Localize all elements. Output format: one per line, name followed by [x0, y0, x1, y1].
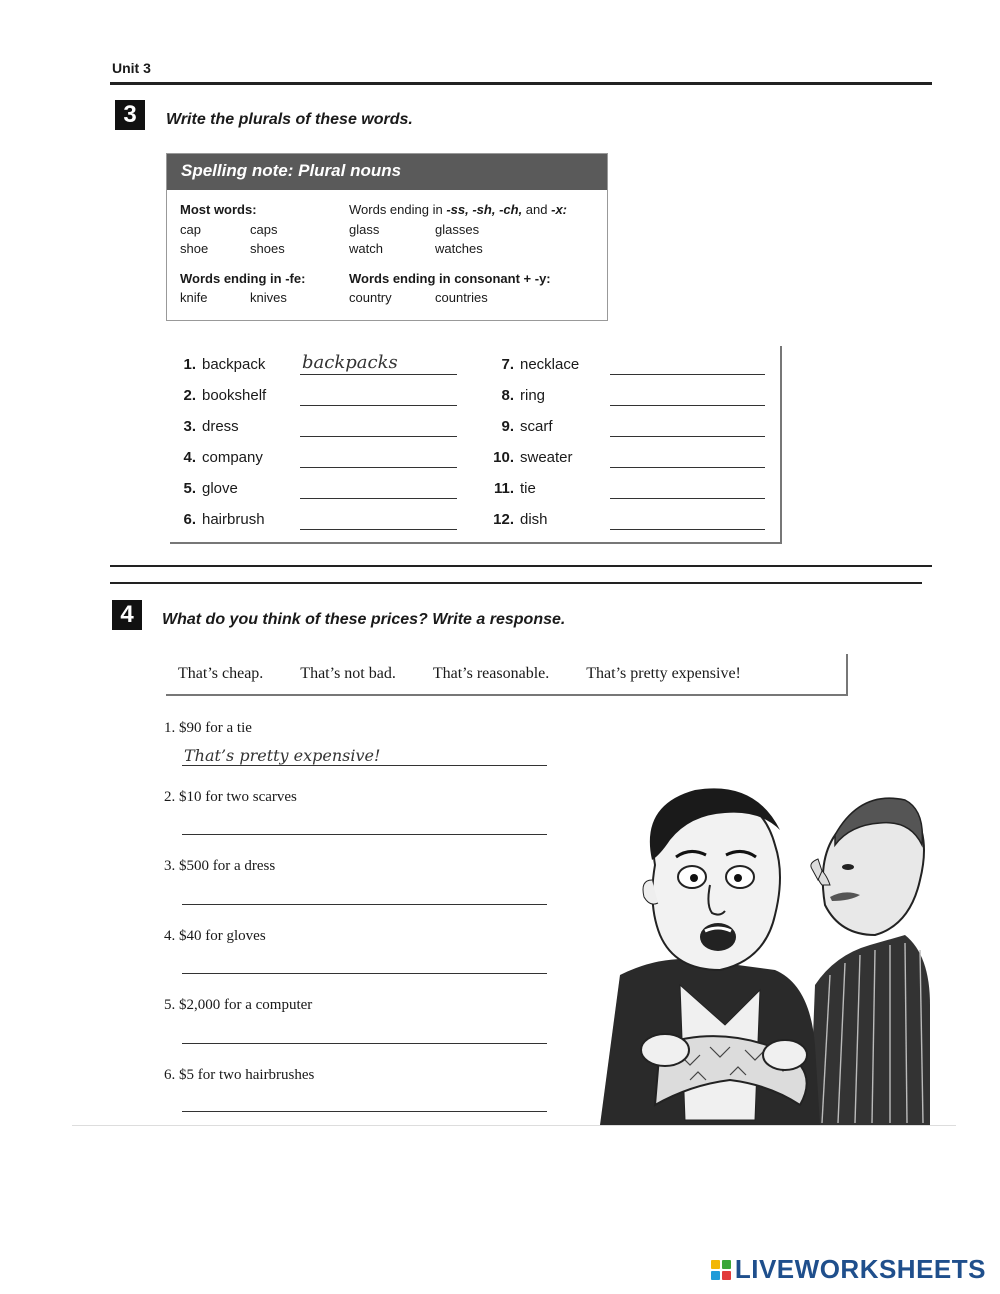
list-item: 10. sweater: [493, 449, 573, 466]
answer-line[interactable]: [300, 374, 457, 375]
answer-line[interactable]: [182, 1111, 547, 1112]
section-3-number: 3: [115, 100, 145, 130]
answer-line[interactable]: [610, 405, 765, 406]
response-options: [166, 654, 848, 696]
rule-label: Most words:: [180, 202, 257, 217]
section-3-instruction: Write the plurals of these words.: [166, 111, 413, 128]
rule-plural: glasses: [435, 222, 480, 237]
divider: [72, 1125, 956, 1126]
list-item: 3. dress: [183, 418, 239, 435]
response-option: That’s reasonable.: [432, 665, 550, 682]
rule-plural: watches: [435, 241, 483, 256]
list-item: 1. backpack: [183, 356, 266, 373]
spelling-note-title: Spelling note: Plural nouns: [167, 154, 607, 190]
answer-line[interactable]: [610, 436, 765, 437]
list-item: 7. necklace: [501, 356, 580, 373]
answer-line[interactable]: [300, 436, 457, 437]
rule-word: watch: [349, 241, 383, 256]
rule-word: knife: [180, 290, 208, 305]
rule-word: country: [349, 290, 392, 305]
rule-word: cap: [180, 222, 201, 237]
question: 6. $5 for two hairbrushes: [164, 1067, 315, 1083]
answer-line[interactable]: [610, 529, 765, 530]
liveworksheets-logo[interactable]: [711, 1254, 986, 1285]
section-4-number: 4: [112, 600, 142, 630]
list-item: 5. glove: [183, 480, 238, 497]
question: 1. $90 for a tie: [164, 720, 252, 736]
answer-line[interactable]: [182, 765, 547, 766]
rule-plural: countries: [435, 290, 488, 305]
answer-line[interactable]: [300, 405, 457, 406]
answer-line[interactable]: [182, 1043, 547, 1044]
divider: [110, 82, 932, 85]
answer-example: That’s pretty expensive!: [184, 746, 381, 765]
question: 5. $2,000 for a computer: [164, 997, 313, 1013]
question: 4. $40 for gloves: [164, 928, 266, 944]
rule-label: Words ending in -fe:: [180, 271, 306, 286]
answer-line[interactable]: [610, 467, 765, 468]
answer-line[interactable]: [300, 529, 457, 530]
response-option: That’s pretty expensive!: [586, 665, 741, 682]
logo-text: LIVEWORKSHEETS: [734, 1254, 986, 1284]
divider: [110, 582, 922, 584]
section-4-instruction: What do you think of these prices? Write a response.: [162, 611, 566, 628]
list-item: 8. ring: [501, 387, 546, 404]
response-option: That’s not bad.: [300, 665, 396, 682]
plurals-exercise: [170, 346, 782, 544]
rule-plural: knives: [250, 290, 287, 305]
answer-line[interactable]: [300, 498, 457, 499]
answer-line[interactable]: [610, 498, 765, 499]
question: 2. $10 for two scarves: [164, 789, 297, 805]
spelling-note: [166, 153, 608, 321]
list-item: 12. dish: [493, 511, 548, 528]
answer-line[interactable]: [610, 374, 765, 375]
rule-word: glass: [349, 222, 380, 237]
answer-example: backpacks: [302, 352, 398, 373]
rule-plural: shoes: [250, 241, 285, 256]
rule-word: shoe: [180, 241, 209, 256]
rule-label: Words ending in -ss, -sh, -ch, and -x:: [349, 202, 567, 217]
answer-line[interactable]: [182, 904, 547, 905]
answer-line[interactable]: [182, 834, 547, 835]
answer-line[interactable]: [182, 973, 547, 974]
rule-plural: caps: [250, 222, 278, 237]
list-item: 4. company: [183, 449, 263, 466]
question: 3. $500 for a dress: [164, 858, 276, 874]
list-item: 11. tie: [493, 480, 536, 497]
list-item: 9. scarf: [501, 418, 553, 435]
divider: [110, 565, 932, 567]
logo-icon: [711, 1260, 731, 1280]
answer-line[interactable]: [300, 467, 457, 468]
list-item: 6. hairbrush: [183, 511, 265, 528]
unit-label: Unit 3: [112, 60, 151, 76]
response-option: That’s cheap.: [178, 665, 264, 682]
list-item: 2. bookshelf: [183, 387, 267, 404]
rule-label: Words ending in consonant + -y:: [349, 271, 551, 286]
cartoon-illustration: [560, 785, 930, 1125]
